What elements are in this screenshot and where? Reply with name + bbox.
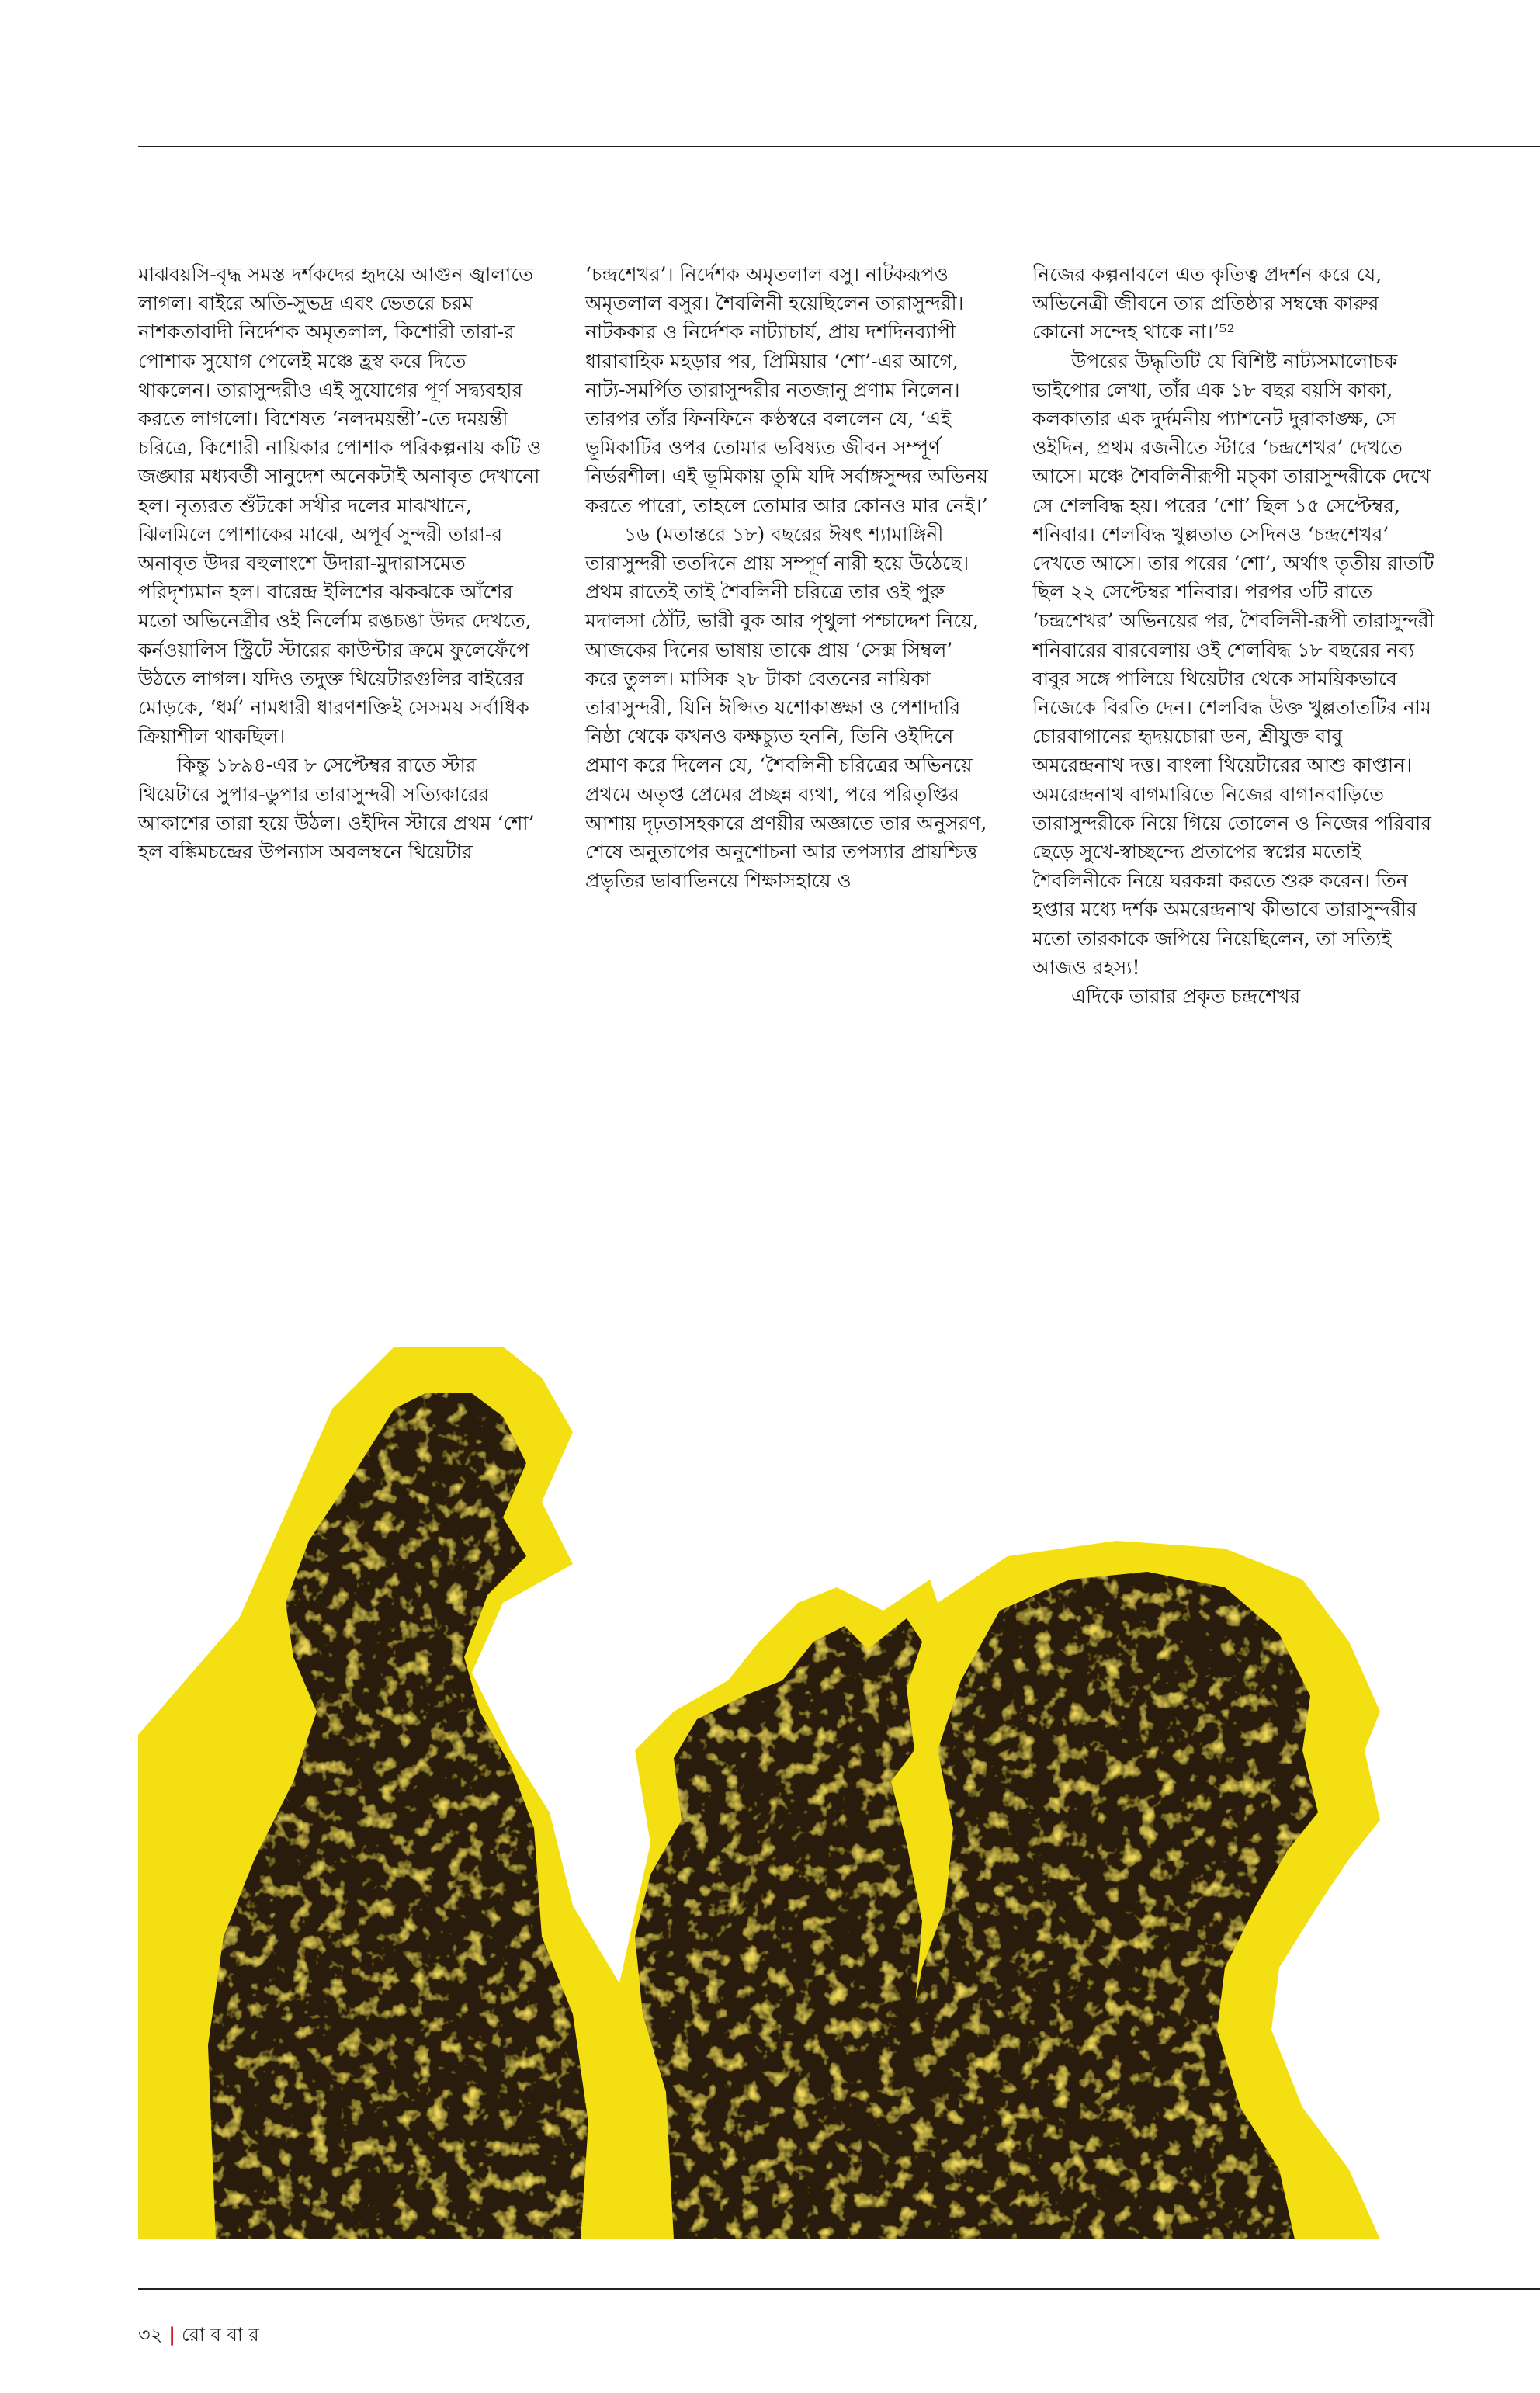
paragraph: কিন্তু ১৮৯৪-এর ৮ সেপ্টেম্বর রাতে স্টার থিয়েটারে সুপার-ডুপার তারাসুন্দরী সত্যিকারের আকাশের তারা হয়ে উঠল। ওইদিন স্টারে প্রথম ‘শো’ হল বঙ্কিমচন্দ্রের উপন্যাস অবলম্বনে থিয়েটার [138, 754, 535, 864]
paragraph: ১৬ (মতান্তরে ১৮) বছরের ঈষৎ শ্যামাঙ্গিনী তারাসুন্দরী ততদিনে প্রায় সম্পূর্ণ নারী হয়ে উঠেছে। প্রথম রাতেই তাই শৈবলিনী চরিত্রে তার ওই পুরু মদালসা ঠোঁট, ভারী বুক আর পৃথুলা পশ্চাদ্দেশ নিয়ে, আজকের দিনের ভাষায় তাকে প্রায় ‘সেক্স সিম্বল’ করে তুলল। মাসিক ২৮ টাকা বেতনের নায়িকা তারাসুন্দরী, যিনি ঈপ্সিত যশোকাঙ্ক্ষা ও পেশাদারি নিষ্ঠা থেকে কখনও কক্ষচ্যুত হননি, তিনি ওইদিনে প্রমাণ করে দিলেন যে, ‘শৈবলিনী চরিত্রের অভিনয়ে প্রথমে অতৃপ্ত প্রেমের প্রচ্ছন্ন ব্যথা, পরে পরিতৃপ্তির আশায় দৃঢ়তাসহকারে প্রণয়ীর অজ্ঞাতে তার অনুসরণ, শেষে অনুতাপের অনুশোচনা আর তপস্যার প্রায়শ্চিত্ত প্রভৃতির ভাবাভিনয়ে শিক্ষাসহায়ে ও [585, 522, 987, 893]
paragraph: উপরের উদ্ধৃতিটি যে বিশিষ্ট নাট্যসমালোচক ভাইপোর লেখা, তাঁর এক ১৮ বছর বয়সি কাকা, কলকাতার এক দুর্দমনীয় প্যাশনেট দুরাকাঙ্ক্ষ, সে ওইদিন, প্রথম রজনীতে স্টারে ‘চন্দ্রশেখর’ দেখতে আসে। মঞ্চে শৈবলিনীরূপী মচ্কা তারাসুন্দরীকে দেখে সে শেলবিদ্ধ হয়। পরের ‘শো’ ছিল ১৫ সেপ্টেম্বর, শনিবার। শেলবিদ্ধ খুল্লতাত সেদিনও ‘চন্দ্রশেখর’ দেখতে আসে। তার পরের ‘শো’, অর্থাৎ তৃতীয় রাতটি ছিল ২২ সেপ্টেম্বর শনিবার। পরপর ৩টি রাতে ‘চন্দ্রশেখর’ অভিনয়ের পর, শৈবলিনী-রূপী তারাসুন্দরী শনিবারের বারবেলায় ওই শেলবিদ্ধ ১৮ বছরের নব্য বাবুর সঙ্গে পালিয়ে থিয়েটার থেকে সাময়িকভাবে নিজেকে বিরতি দেন। শেলবিদ্ধ উক্ত খুল্লতাতটির নাম চোরবাগানের হৃদয়চোরা ডন, শ্রীযুক্ত বাবু অমরেন্দ্রনাথ দত্ত। বাংলা থিয়েটারের আশু কাপ্তান। অমরেন্দ্রনাথ বাগমারিতে নিজের বাগানবাড়িতে তারাসুন্দরীকে নিয়ে গিয়ে তোলেন ও নিজের পরিবার ছেড়ে সুখে-স্বাচ্ছন্দ্যে প্রতাপের স্বপ্নের মতোই শৈবলিনীকে নিয়ে ঘরকন্না করতে শুরু করেন। তিন হপ্তার মধ্যে দর্শক অমরেন্দ্রনাথ কীভাবে তারাসুন্দরীর মতো তারকাকে জপিয়ে নিয়েছিলেন, তা সত্যিই আজও রহস্য! [1032, 349, 1434, 979]
page-footer [138, 2321, 259, 2352]
paragraph: ‘চন্দ্রশেখর’। নির্দেশক অমৃতলাল বসু। নাটকরূপও অমৃতলাল বসুর। শৈবলিনী হয়েছিলেন তারাসুন্দরী। নাটককার ও নির্দেশক নাট্যাচার্য, প্রায় দশদিনব্যাপী ধারাবাহিক মহড়ার পর, প্রিমিয়ার ‘শো’-এর আগে, নাট্য-সমর্পিত তারাসুন্দরীর নতজানু প্রণাম নিলেন। তারপর তাঁর ফিনফিনে কণ্ঠস্বরে বললেন যে, ‘এই ভূমিকাটির ওপর তোমার ভবিষ্যত জীবন সম্পূর্ণ নির্ভরশীল। এই ভূমিকায় তুমি যদি সর্বাঙ্গসুন্দর অভিনয় করতে পারো, তাহলে তোমার আর কোনও মার নেই।’ [585, 263, 988, 517]
paragraph: এদিকে তারার প্রকৃত চন্দ্রশেখর [1071, 985, 1301, 1008]
article-column-2 [585, 260, 989, 895]
footer-separator: | [168, 2324, 175, 2346]
article-column-1 [138, 260, 542, 866]
magazine-name: রো ব বা র [181, 2324, 259, 2346]
paragraph: নিজের কল্পনাবলে এত কৃতিত্ব প্রদর্শন করে যে, অভিনেত্রী জীবনে তার প্রতিষ্ঠার সম্বন্ধে কারুর কোনো সন্দেহ থাকে না।’⁵² [1032, 263, 1382, 344]
paragraph: মাঝবয়সি-বৃদ্ধ সমস্ত দর্শকদের হৃদয়ে আগুন জ্বালাতে লাগল। বাইরে অতি-সুভদ্র এবং ভেতরে চরম নাশকতাবাদী নির্দেশক অমৃতলাল, কিশোরী তারা-র পোশাক সুযোগ পেলেই মঞ্চে হ্রস্ব করে দিতে থাকলেন। তারাসুন্দরীও এই সুযোগের পূর্ণ সদ্ব্যবহার করতে লাগলো। বিশেষত ‘নলদময়ন্তী’-তে দময়ন্তী চরিত্রে, কিশোরী নায়িকার পোশাক পরিকল্পনায় কটি ও জঙ্ঘার মধ্যবর্তী সানুদেশ অনেকটাই অনাবৃত দেখানো হল। নৃত্যরত শুঁটকো সখীর দলের মাঝখানে, ঝিলমিলে পোশাকের মাঝে, অপূর্ব সুন্দরী তারা-র অনাবৃত উদর বহুলাংশে উদারা-মুদারাসমেত পরিদৃশ্যমান হল। বারেন্দ্র ইলিশের ঝকঝকে আঁশের মতো অভিনেত্রীর ওই নির্লোম রঙচঙা উদর দেখতে, কর্নওয়ালিস স্ট্রিটে স্টারের কাউন্টার ক্রমে ফুলেফেঁপে উঠতে লাগল। যদিও তদুক্ত থিয়েটারগুলির বাইরের মোড়কে, ‘ধর্ম’ নামধারী ধারণশক্তিই সেসময় সর্বাধিক ক্রিয়াশীল থাকছিল। [138, 263, 542, 748]
bottom-rule [138, 2288, 1540, 2290]
top-rule [138, 146, 1540, 147]
page-number: ৩২ [138, 2324, 163, 2346]
article-column-3 [1032, 260, 1436, 1011]
silhouette-illustration [138, 1347, 1442, 2239]
